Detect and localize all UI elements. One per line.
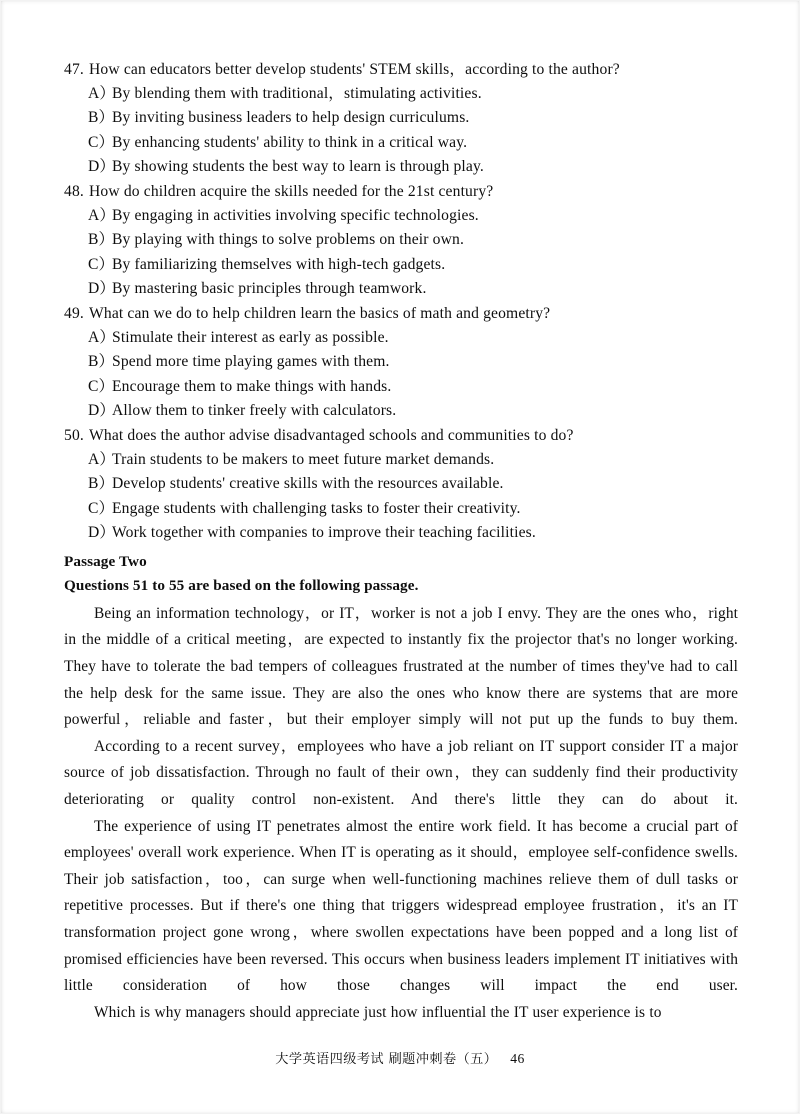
option-text: By blending them with traditional，stimulating activities. bbox=[112, 85, 482, 103]
option-text: By playing with things to solve problems on their own. bbox=[112, 231, 465, 249]
option-letter: A） bbox=[88, 329, 116, 347]
option-text: Spend more time playing games with them. bbox=[112, 353, 390, 371]
question-text: What can we do to help children learn the basics of math and geometry? bbox=[89, 305, 551, 323]
option-letter: C） bbox=[88, 377, 115, 395]
page-number: 46 bbox=[510, 1051, 525, 1066]
question-block bbox=[64, 424, 738, 545]
question-number: 49. bbox=[64, 305, 84, 323]
question-block bbox=[64, 180, 738, 301]
option-list bbox=[64, 204, 738, 301]
question-text: How do children acquire the skills needed for the 21st century? bbox=[89, 183, 494, 201]
option-c[interactable] bbox=[64, 497, 738, 521]
option-letter: B） bbox=[88, 353, 115, 371]
option-text: Encourage them to make things with hands. bbox=[112, 377, 392, 395]
option-letter: C） bbox=[88, 499, 115, 517]
question-block bbox=[64, 302, 738, 423]
option-text: By engaging in activities involving specific technologies. bbox=[112, 207, 479, 225]
option-d[interactable] bbox=[64, 277, 738, 301]
option-text: Develop students' creative skills with the resources available. bbox=[112, 475, 504, 493]
option-b[interactable] bbox=[64, 106, 738, 130]
option-b[interactable] bbox=[64, 228, 738, 252]
option-letter: D） bbox=[88, 523, 116, 541]
option-b[interactable] bbox=[64, 350, 738, 374]
option-letter: B） bbox=[88, 109, 115, 127]
option-a[interactable] bbox=[64, 204, 738, 228]
passage-title: Passage Two bbox=[64, 553, 147, 571]
page-content bbox=[64, 58, 738, 1026]
option-letter: D） bbox=[88, 279, 116, 297]
passage-paragraph-4: Which is why managers should appreciate just how influential the IT user experience is to bbox=[94, 1003, 662, 1021]
option-text: By familiarizing themselves with high-tech gadgets. bbox=[112, 255, 446, 273]
option-list bbox=[64, 448, 738, 545]
question-number: 50. bbox=[64, 427, 84, 445]
option-text: Engage students with challenging tasks to foster their creativity. bbox=[112, 499, 521, 517]
passage-paragraph-2: According to a recent survey，employees who have a job reliant on IT support consider IT a major source of job dissatisfaction. Through no fault of their own，they can suddenly find their productivity deteriorating or quality control non-existent. And there's little they can do about it. bbox=[64, 737, 738, 809]
option-letter: A） bbox=[88, 207, 116, 225]
passage-paragraph-1: Being an information technology，or IT，worker is not a job I envy. They are the ones who，right in the middle of a critical meeting，are expected to instantly fix the projector that's no longer working. They have to tolerate the bad tempers of colleagues frustrated at the number of times they've had to call the help desk for the same issue. They are also the ones who know there are systems that are more powerful，reliable and faster，but their employer simply will not put up the funds to buy them. bbox=[64, 604, 738, 729]
question-stem bbox=[64, 58, 738, 82]
question-number: 48. bbox=[64, 183, 84, 201]
option-letter: D） bbox=[88, 401, 116, 419]
question-stem bbox=[64, 424, 738, 448]
question-stem bbox=[64, 302, 738, 326]
option-c[interactable] bbox=[64, 253, 738, 277]
option-text: Allow them to tinker freely with calculators. bbox=[112, 401, 397, 419]
question-number: 47. bbox=[64, 61, 84, 78]
option-letter: A） bbox=[88, 85, 116, 103]
option-letter: C） bbox=[88, 133, 115, 151]
option-text: By showing students the best way to learn is through play. bbox=[112, 157, 484, 175]
option-d[interactable] bbox=[64, 155, 738, 179]
option-d[interactable] bbox=[64, 521, 738, 545]
option-list bbox=[64, 82, 738, 179]
passage-paragraph-3: The experience of using IT penetrates almost the entire work field. It has become a crucial part of employees' overall work experience. When IT is operating as it should，employee self-confidence swells. Their job satisfaction，too，can surge when well-functioning machines relieve them of dull tasks or repetitive processes. But if there's one thing that triggers widespread employee frustration，it's an IT transformation project gone wrong，where swollen expectations have been popped and a long list of promised efficiencies have been reversed. This occurs when business leaders implement IT initiatives with little consideration of how those changes will impact the end user. bbox=[64, 817, 738, 995]
page-footer bbox=[0, 1050, 800, 1069]
question-stem bbox=[64, 180, 738, 204]
option-letter: A） bbox=[88, 451, 116, 469]
option-text: Train students to be makers to meet future market demands. bbox=[112, 451, 495, 469]
option-a[interactable] bbox=[64, 448, 738, 472]
option-c[interactable] bbox=[64, 375, 738, 399]
question-text: What does the author advise disadvantaged schools and communities to do? bbox=[89, 427, 574, 445]
option-text: By inviting business leaders to help design curriculums. bbox=[112, 109, 470, 127]
option-list bbox=[64, 326, 738, 423]
footer-exam-title: 大学英语四级考试 刷题冲刺卷（五） bbox=[275, 1052, 498, 1067]
question-text: How can educators better develop students' STEM skills，according to the author? bbox=[89, 61, 620, 78]
option-text: By mastering basic principles through teamwork. bbox=[112, 279, 427, 297]
option-text: Work together with companies to improve their teaching facilities. bbox=[112, 523, 536, 541]
option-letter: B） bbox=[88, 475, 115, 493]
option-letter: B） bbox=[88, 231, 115, 249]
option-letter: D） bbox=[88, 157, 116, 175]
option-c[interactable] bbox=[64, 131, 738, 155]
question-block bbox=[64, 58, 738, 179]
option-text: Stimulate their interest as early as possible. bbox=[112, 329, 389, 347]
option-letter: C） bbox=[88, 255, 115, 273]
option-b[interactable] bbox=[64, 472, 738, 496]
passage-instructions: Questions 51 to 55 are based on the following passage. bbox=[64, 577, 419, 595]
option-a[interactable] bbox=[64, 326, 738, 350]
option-text: By enhancing students' ability to think in a critical way. bbox=[112, 133, 468, 151]
option-d[interactable] bbox=[64, 399, 738, 423]
option-a[interactable] bbox=[64, 82, 738, 106]
